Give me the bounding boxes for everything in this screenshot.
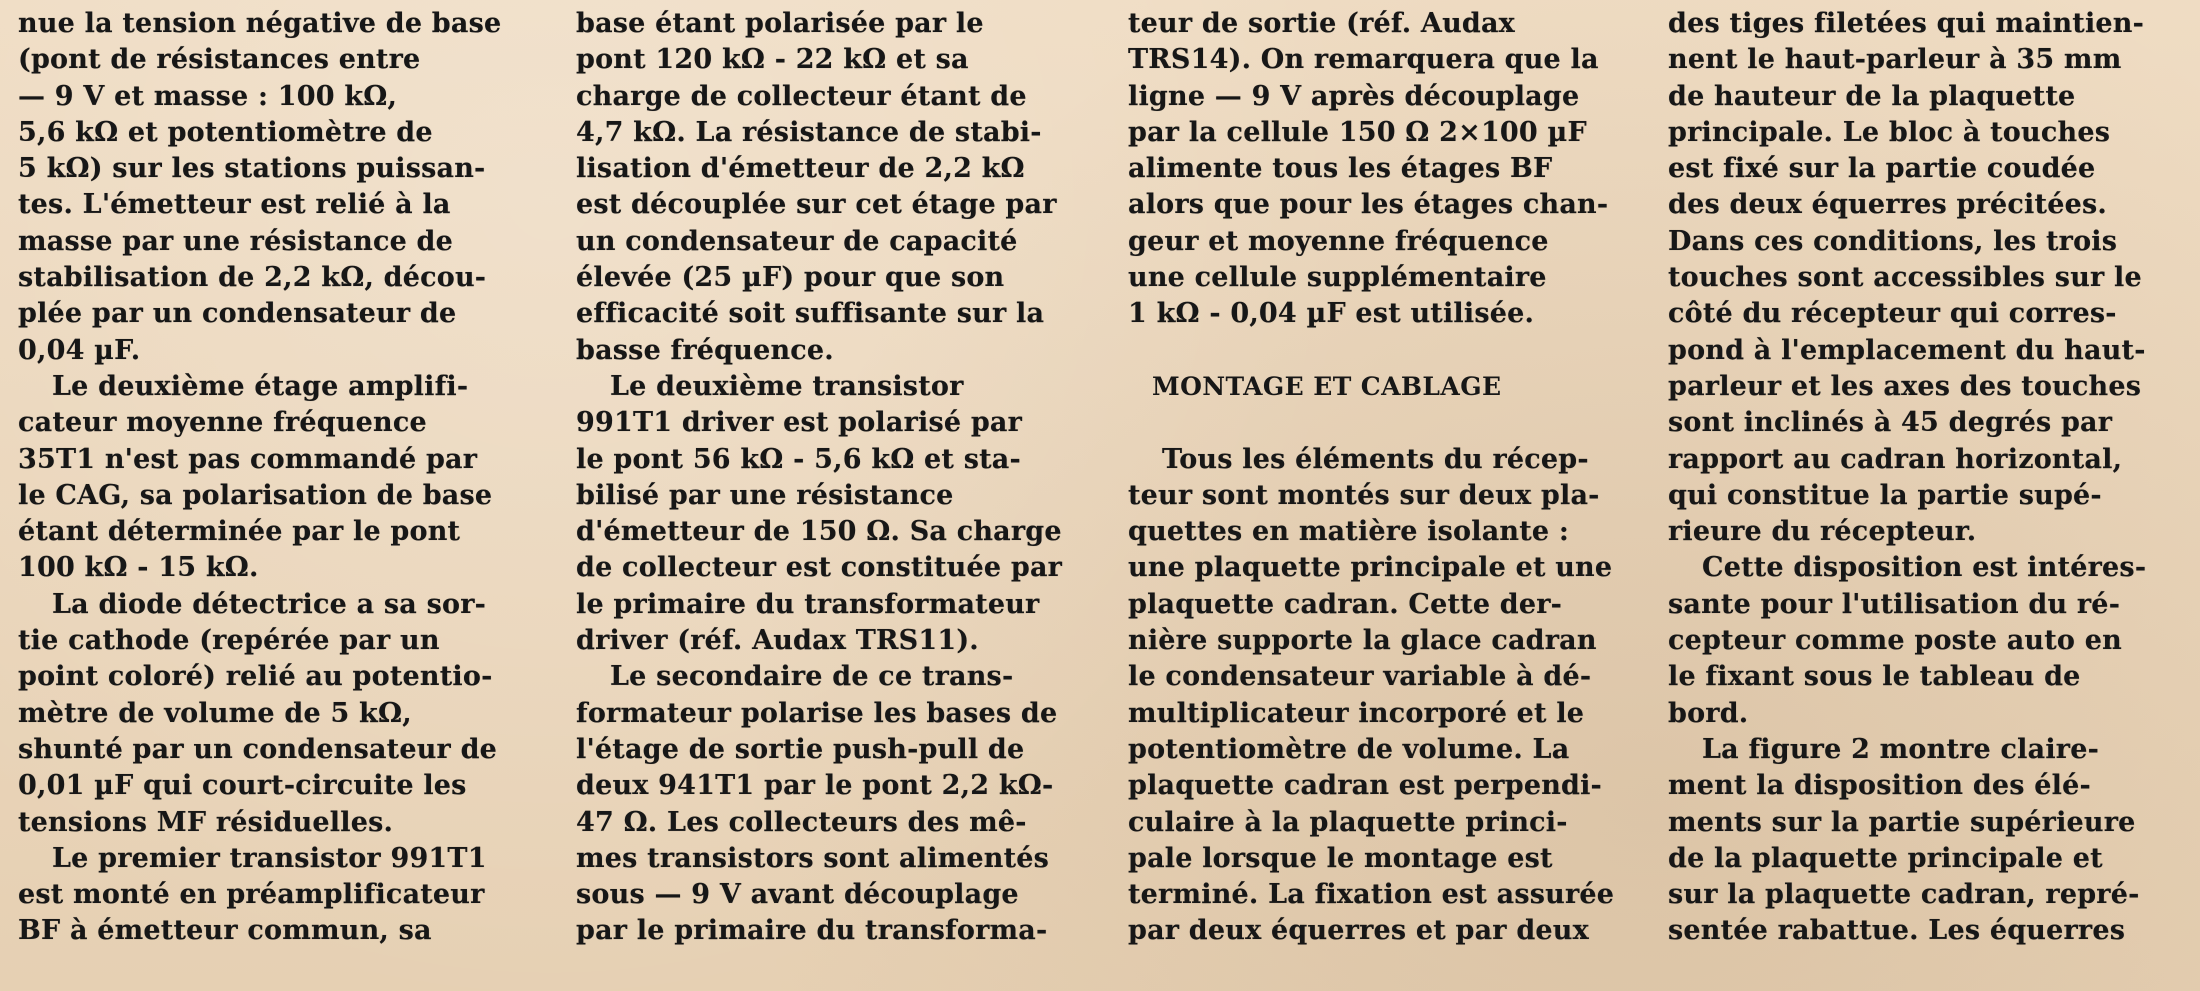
- text-line: nent le haut-parleur à 35 mm: [1668, 44, 2122, 76]
- text-line: tensions MF résiduelles.: [18, 806, 394, 838]
- text-line: cateur moyenne fréquence: [18, 407, 427, 439]
- text-line: bilisé par une résistance: [576, 479, 954, 511]
- text-line: de la plaquette principale et: [1668, 842, 2103, 874]
- text-line: mes transistors sont alimentés: [576, 842, 1050, 874]
- text-line: le pont 56 kΩ - 5,6 kΩ et sta-: [576, 443, 1021, 475]
- paragraph-start-line: Le premier transistor 991T1: [52, 842, 487, 874]
- text-line: rapport au cadran horizontal,: [1668, 443, 2123, 475]
- text-line: mètre de volume de 5 kΩ,: [18, 697, 412, 729]
- text-line: est fixé sur la partie coudée: [1668, 153, 2096, 185]
- text-line: 991T1 driver est polarisé par: [576, 407, 1023, 439]
- article-column-4: [1668, 0, 2186, 991]
- text-line: ments sur la partie supérieure: [1668, 806, 2136, 838]
- text-line: lisation d'émetteur de 2,2 kΩ: [576, 153, 1025, 185]
- text-line: charge de collecteur étant de: [576, 80, 1027, 112]
- article-column-2: [576, 0, 1088, 991]
- text-line: bord.: [1668, 697, 1749, 729]
- text-line: 1 kΩ - 0,04 µF est utilisée.: [1128, 298, 1535, 330]
- text-line: tie cathode (repérée par un: [18, 625, 440, 657]
- text-line: des deux équerres précitées.: [1668, 189, 2107, 221]
- paragraph-start-line: Le deuxième étage amplifi-: [52, 370, 469, 402]
- text-line: rieure du récepteur.: [1668, 516, 1977, 548]
- text-line: 5,6 kΩ et potentiomètre de: [18, 116, 433, 148]
- text-line: sentée rabattue. Les équerres: [1668, 915, 2126, 947]
- text-line: pont 120 kΩ - 22 kΩ et sa: [576, 44, 969, 76]
- text-line: sante pour l'utilisation du ré-: [1668, 588, 2121, 620]
- text-line: teur de sortie (réf. Audax: [1128, 8, 1515, 39]
- text-line: est découplée sur cet étage par: [576, 189, 1057, 221]
- text-line: est monté en préamplificateur: [18, 879, 485, 911]
- text-line: de collecteur est constituée par: [576, 552, 1063, 584]
- text-line: alimente tous les étages BF: [1128, 153, 1553, 185]
- paragraph-start-line: La figure 2 montre claire-: [1702, 733, 2099, 765]
- text-line: nue la tension négative de base: [18, 8, 502, 39]
- text-line: ment la disposition des élé-: [1668, 770, 2091, 802]
- text-line: qui constitue la partie supé-: [1668, 479, 2102, 511]
- text-line: terminé. La fixation est assurée: [1128, 879, 1615, 911]
- article-column-1: [18, 0, 536, 991]
- text-line: le CAG, sa polarisation de base: [18, 479, 493, 511]
- paragraph-start-line: Cette disposition est intéres-: [1702, 552, 2147, 584]
- text-line: potentiomètre de volume. La: [1128, 733, 1570, 765]
- paragraph-start-line: Le secondaire de ce trans-: [610, 661, 1014, 693]
- text-line: sont inclinés à 45 degrés par: [1668, 407, 2113, 439]
- text-line: ligne — 9 V après découplage: [1128, 80, 1580, 112]
- text-line: élevée (25 µF) pour que son: [576, 262, 1005, 294]
- text-line: une cellule supplémentaire: [1128, 262, 1547, 294]
- text-line: 0,04 µF.: [18, 334, 141, 366]
- text-line: point coloré) relié au potentio-: [18, 661, 493, 693]
- text-line: TRS14). On remarquera que la: [1128, 44, 1599, 76]
- text-line: multiplicateur incorporé et le: [1128, 697, 1585, 729]
- text-line: 0,01 µF qui court-circuite les: [18, 770, 467, 802]
- text-line: nière supporte la glace cadran: [1128, 625, 1597, 657]
- text-line: plaquette cadran est perpendi-: [1128, 770, 1602, 802]
- text-line: pale lorsque le montage est: [1128, 842, 1553, 874]
- text-line: quettes en matière isolante :: [1128, 516, 1570, 548]
- text-line: 35T1 n'est pas commandé par: [18, 443, 478, 475]
- text-line: d'émetteur de 150 Ω. Sa charge: [576, 516, 1062, 548]
- text-line: pond à l'emplacement du haut-: [1668, 334, 2146, 366]
- paragraph-start-line: Tous les éléments du récep-: [1162, 443, 1589, 475]
- text-line: côté du récepteur qui corres-: [1668, 298, 2117, 330]
- text-line: shunté par un condensateur de: [18, 733, 498, 765]
- text-line: un condensateur de capacité: [576, 225, 1018, 257]
- text-line: tes. L'émetteur est relié à la: [18, 189, 451, 221]
- text-line: Dans ces conditions, les trois: [1668, 225, 2118, 257]
- text-line: formateur polarise les bases de: [576, 697, 1058, 729]
- text-line: alors que pour les étages chan-: [1128, 189, 1609, 221]
- text-line: deux 941T1 par le pont 2,2 kΩ-: [576, 770, 1054, 802]
- text-line: base étant polarisée par le: [576, 8, 984, 39]
- text-line: une plaquette principale et une: [1128, 552, 1613, 584]
- text-line: cepteur comme poste auto en: [1668, 625, 2122, 657]
- text-line: l'étage de sortie push-pull de: [576, 733, 1025, 765]
- paragraph-start-line: La diode détectrice a sa sor-: [52, 588, 487, 620]
- text-line: de hauteur de la plaquette: [1668, 80, 2076, 112]
- text-line: (pont de résistances entre: [18, 44, 421, 76]
- text-line: principale. Le bloc à touches: [1668, 116, 2111, 148]
- text-line: sur la plaquette cadran, repré-: [1668, 879, 2140, 911]
- text-line: geur et moyenne fréquence: [1128, 225, 1549, 257]
- text-line: culaire à la plaquette princi-: [1128, 806, 1568, 838]
- section-heading: MONTAGE ET CABLAGE: [1152, 371, 1502, 401]
- text-line: BF à émetteur commun, sa: [18, 915, 432, 947]
- text-line: sous — 9 V avant découplage: [576, 879, 1019, 911]
- text-line: touches sont accessibles sur le: [1668, 262, 2142, 294]
- text-line: stabilisation de 2,2 kΩ, décou-: [18, 262, 487, 294]
- text-line: parleur et les axes des touches: [1668, 370, 2142, 402]
- section-spacer: [1128, 333, 1636, 369]
- text-line: — 9 V et masse : 100 kΩ,: [18, 80, 398, 112]
- text-line: 5 kΩ) sur les stations puissan-: [18, 153, 486, 185]
- text-line: plaquette cadran. Cette der-: [1128, 588, 1563, 620]
- text-line: par la cellule 150 Ω 2×100 µF: [1128, 116, 1587, 148]
- text-line: le condensateur variable à dé-: [1128, 661, 1592, 693]
- text-line: masse par une résistance de: [18, 225, 454, 257]
- article-column-3: [1128, 0, 1636, 991]
- text-line: 4,7 kΩ. La résistance de stabi-: [576, 116, 1042, 148]
- text-line: efficacité soit suffisante sur la: [576, 298, 1045, 330]
- text-line: basse fréquence.: [576, 334, 834, 366]
- text-line: le fixant sous le tableau de: [1668, 661, 2081, 693]
- text-line: 100 kΩ - 15 kΩ.: [18, 552, 259, 584]
- text-line: des tiges filetées qui maintien-: [1668, 8, 2145, 39]
- text-line: le primaire du transformateur: [576, 588, 1040, 620]
- section-spacer: [1128, 405, 1636, 441]
- text-line: driver (réf. Audax TRS11).: [576, 625, 979, 657]
- text-line: teur sont montés sur deux pla-: [1128, 479, 1600, 511]
- text-line: plée par un condensateur de: [18, 298, 457, 330]
- text-line: 47 Ω. Les collecteurs des mê-: [576, 806, 1027, 838]
- text-line: par le primaire du transforma-: [576, 915, 1048, 947]
- text-line: par deux équerres et par deux: [1128, 915, 1589, 947]
- text-line: étant déterminée par le pont: [18, 516, 461, 548]
- paragraph-start-line: Le deuxième transistor: [610, 370, 964, 402]
